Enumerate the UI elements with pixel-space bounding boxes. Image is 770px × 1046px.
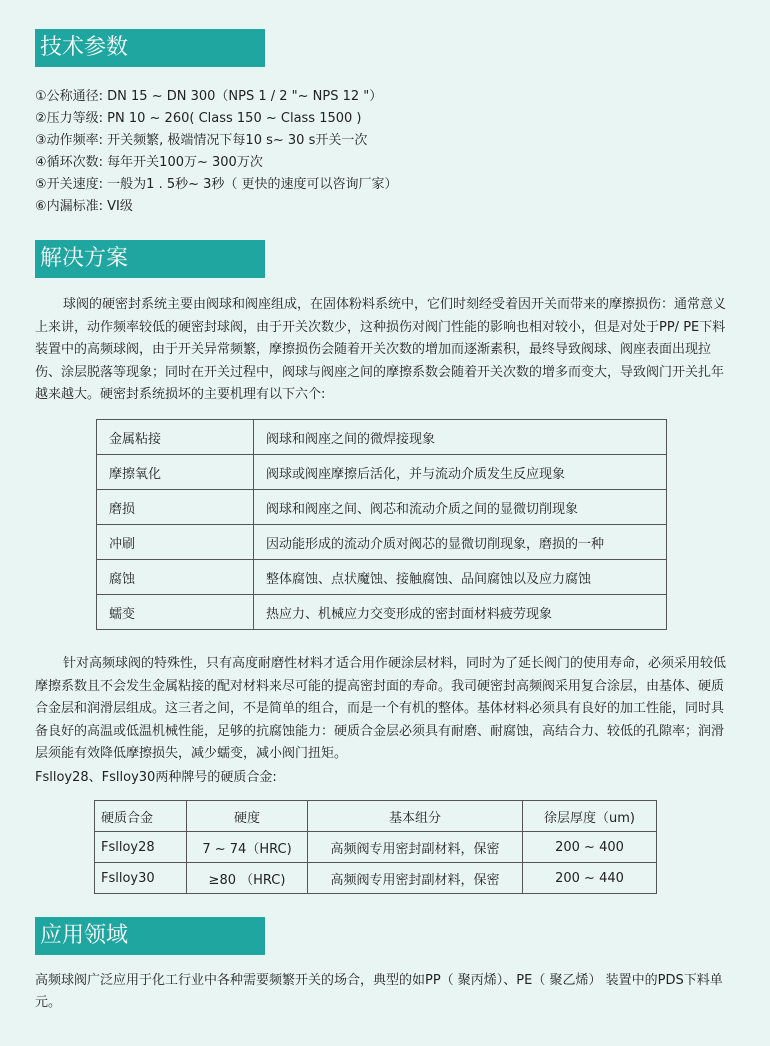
table-row [97, 420, 667, 455]
table-cell: ≥80 （HRC) [187, 863, 308, 894]
table-cell: 7 ~ 74（HRC) [187, 832, 308, 863]
table-row [97, 455, 667, 490]
table-row [97, 560, 667, 595]
mechanism-name: 摩擦氧化 [97, 455, 254, 490]
table-row [97, 490, 667, 525]
section-title-application: 应用领域 [35, 917, 265, 955]
table-cell: 高频阀专用密封副材料，保密 [308, 832, 523, 863]
col-header: 硬度 [187, 801, 308, 832]
mechanism-name: 冲刷 [97, 525, 254, 560]
table-row [95, 863, 657, 894]
table-cell: 200 ~ 440 [523, 863, 657, 894]
table-cell: Fslloy30 [95, 863, 187, 894]
param-item: ②压力等级: PN 10 ~ 260( Class 150 ~ Class 1500 ) [35, 111, 362, 126]
section-title-tech: 技术参数 [35, 29, 265, 67]
mechanism-desc: 因动能形成的流动介质对阀芯的显微切削现象，磨损的一种 [254, 525, 667, 560]
mechanism-desc: 阀球和阀座之间的微焊接现象 [254, 420, 667, 455]
solution-paragraph [35, 653, 735, 766]
mechanism-name: 蠕变 [97, 595, 254, 630]
mechanism-desc: 整体腐蚀、点状魔蚀、接触腐蚀、品间腐蚀以及应力腐蚀 [254, 560, 667, 595]
col-header: 基本组分 [308, 801, 523, 832]
param-item: ⑥内漏标准: VI级 [35, 199, 133, 214]
table-cell: 200 ~ 400 [523, 832, 657, 863]
mechanism-desc: 阀球或阀座摩擦后活化，并与流动介质发生反应现象 [254, 455, 667, 490]
mechanism-name: 金属粘接 [97, 420, 254, 455]
param-item: ③动作频率: 开关频繁, 极端情况下每10 s~ 30 s开关一次 [35, 133, 368, 148]
mechanism-table [96, 419, 667, 630]
section-title-solution: 解决方案 [35, 240, 265, 278]
mechanism-name: 磨损 [97, 490, 254, 525]
table-cell: Fslloy28 [95, 832, 187, 863]
param-item: ⑤开关速度: 一般为1 . 5秒~ 3秒（ 更快的速度可以咨询厂家） [35, 177, 398, 192]
table-header-row [95, 801, 657, 832]
alloy-intro: Fslloy28、Fslloy30两种牌号的硬质合金: [35, 770, 277, 785]
alloy-table [94, 800, 657, 894]
table-row [97, 525, 667, 560]
intro-paragraph [35, 294, 735, 407]
mechanism-name: 腐蚀 [97, 560, 254, 595]
mechanism-desc: 热应力、机械应力交变形成的密封面材料疲劳现象 [254, 595, 667, 630]
col-header: 硬质合金 [95, 801, 187, 832]
table-cell: 高频阀专用密封副材料，保密 [308, 863, 523, 894]
table-row [97, 595, 667, 630]
application-paragraph: 高频球阀广泛应用于化工行业中各种需要频繁开关的场合，典型的如PP（ 聚丙烯）、PE（ 聚乙烯） 装置中的PDS下料单元。 [35, 973, 723, 1010]
param-item: ④循环次数: 每年开关100万~ 300万次 [35, 155, 263, 170]
mechanism-desc: 阀球和阀座之间、阀芯和流动介质之间的显微切削现象 [254, 490, 667, 525]
col-header: 徐层厚度（um) [523, 801, 657, 832]
intro-text: 球阀的硬密封系统主要由阀球和阀座组成，在固体粉料系统中，它们时刻经受着因开关而带来的摩擦损伤：通常意义上来讲，动作频率较低的硬密封球阀，由于开关次数少，这种损伤对阀门性能的影响也相对较小，但是对处于PP/ PE下料装置中的高频球阀，由于开关异常频繁，摩擦损伤会随着开关次数的增加而逐渐素积，最终导致阀球、阀座表面出现拉伤、涂层脱落等现象；同时在开关过程中，阀球与阀座之间的摩擦系数会随着开关次数的增多而变大，导致阀门开关扎年越来越大。硬密封系统损坏的主要机理有以下六个: [35, 297, 727, 402]
param-item: ①公称通径: DN 15 ~ DN 300（NPS 1 / 2 "~ NPS 12 "） [35, 89, 383, 104]
tech-params-list [35, 86, 398, 218]
solution-text: 针对高频球阀的特殊性，只有高度耐磨性材料才适合用作硬涂层材料，同时为了延长阀门的使用寿命，必须采用较低摩擦系数且不会发生金属粘接的配对材料来尽可能的提高密封面的寿命。我司硬密封高频阀采用复合涂层，由基体、硬质合金层和润滑层组成。这三者之间，不是简单的组合，而是一个有机的整体。基体材料必须具有良好的加工性能，同时具备良好的高温或低温机械性能，足够的抗腐蚀能力：硬质合金层必须具有耐磨、耐腐蚀，高结合力、较低的孔隙率；润滑层须能有效降低摩擦损失，减少蠕变，减小阀门扭矩。 [35, 656, 727, 761]
table-row [95, 832, 657, 863]
